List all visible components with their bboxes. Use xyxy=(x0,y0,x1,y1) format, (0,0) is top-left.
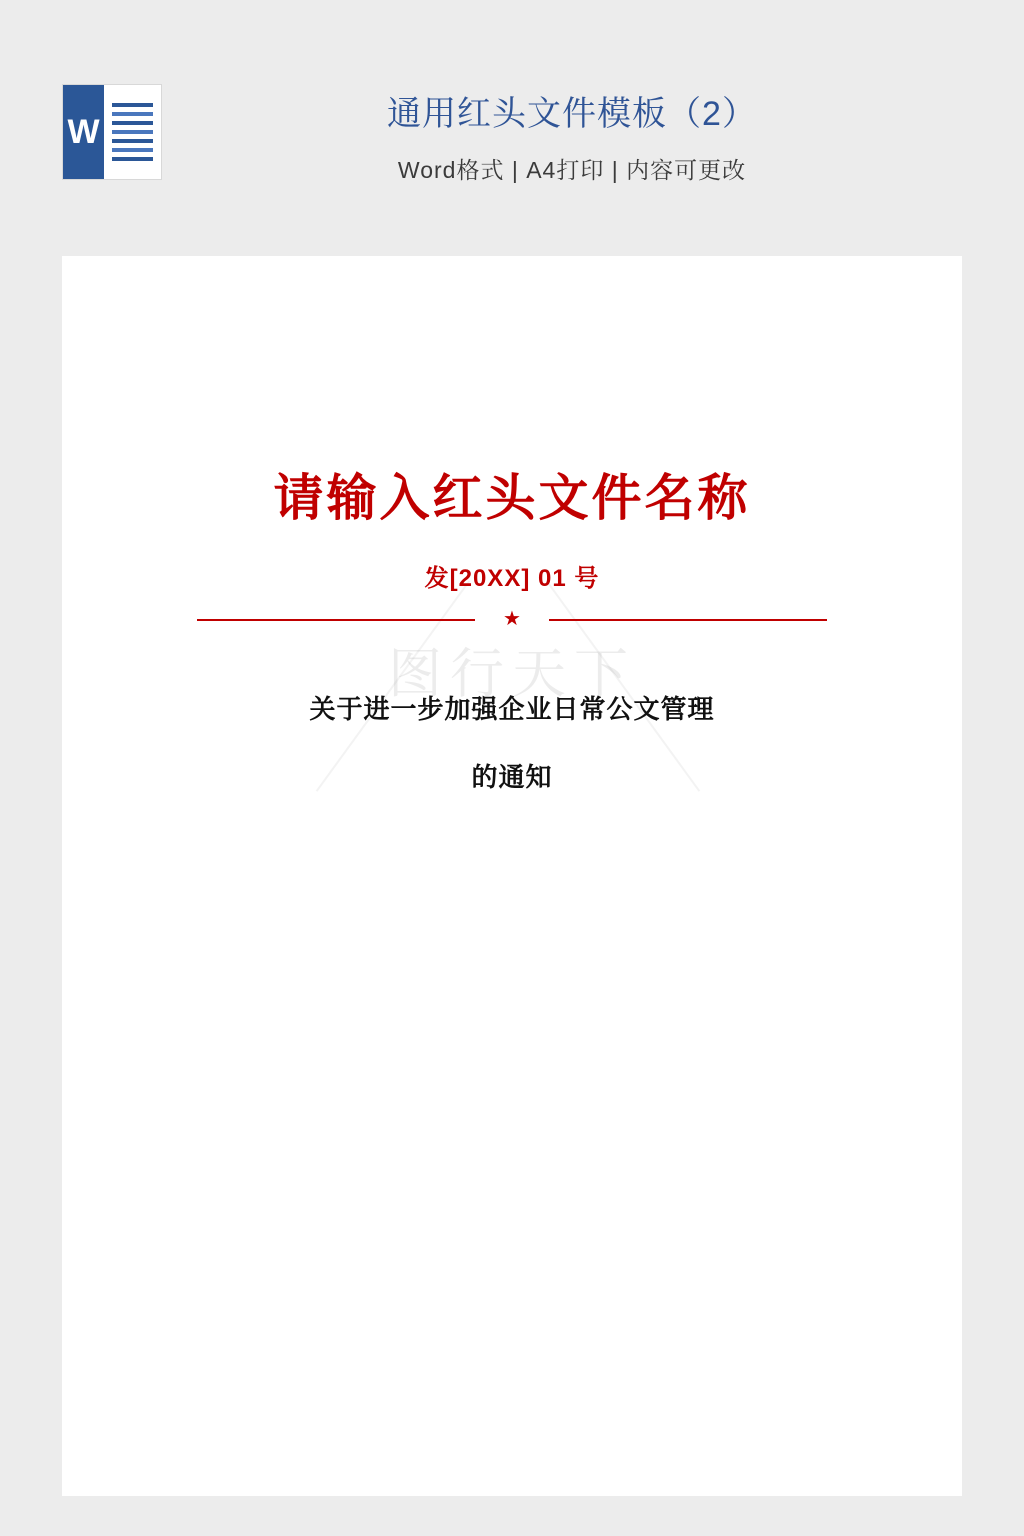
page-subtitle: Word格式 | A4打印 | 内容可更改 xyxy=(397,157,747,184)
document-page xyxy=(62,256,962,1496)
separator-star-icon: ★ xyxy=(503,608,521,630)
document-subject-line-1: 关于进一步加强企业日常公文管理 xyxy=(309,694,715,724)
separator-line-right xyxy=(549,619,827,621)
watermark-text: 图行天下 xyxy=(388,642,636,705)
word-logo-lines xyxy=(104,85,161,179)
redhead-title: 请输入红头文件名称 xyxy=(273,470,751,526)
word-logo-letter: W xyxy=(63,85,104,179)
page-title: 通用红头文件模板（2） xyxy=(387,95,757,133)
separator-line-left xyxy=(197,619,475,621)
preview-header xyxy=(0,0,1024,256)
document-subject xyxy=(182,676,842,811)
document-number: 发[20XX] 01 号 xyxy=(424,565,600,592)
word-document-icon xyxy=(62,84,162,180)
document-content xyxy=(62,256,962,1496)
document-subject-line-2: 的通知 xyxy=(471,761,553,792)
redhead-separator xyxy=(197,608,827,630)
header-text-block xyxy=(180,92,964,185)
